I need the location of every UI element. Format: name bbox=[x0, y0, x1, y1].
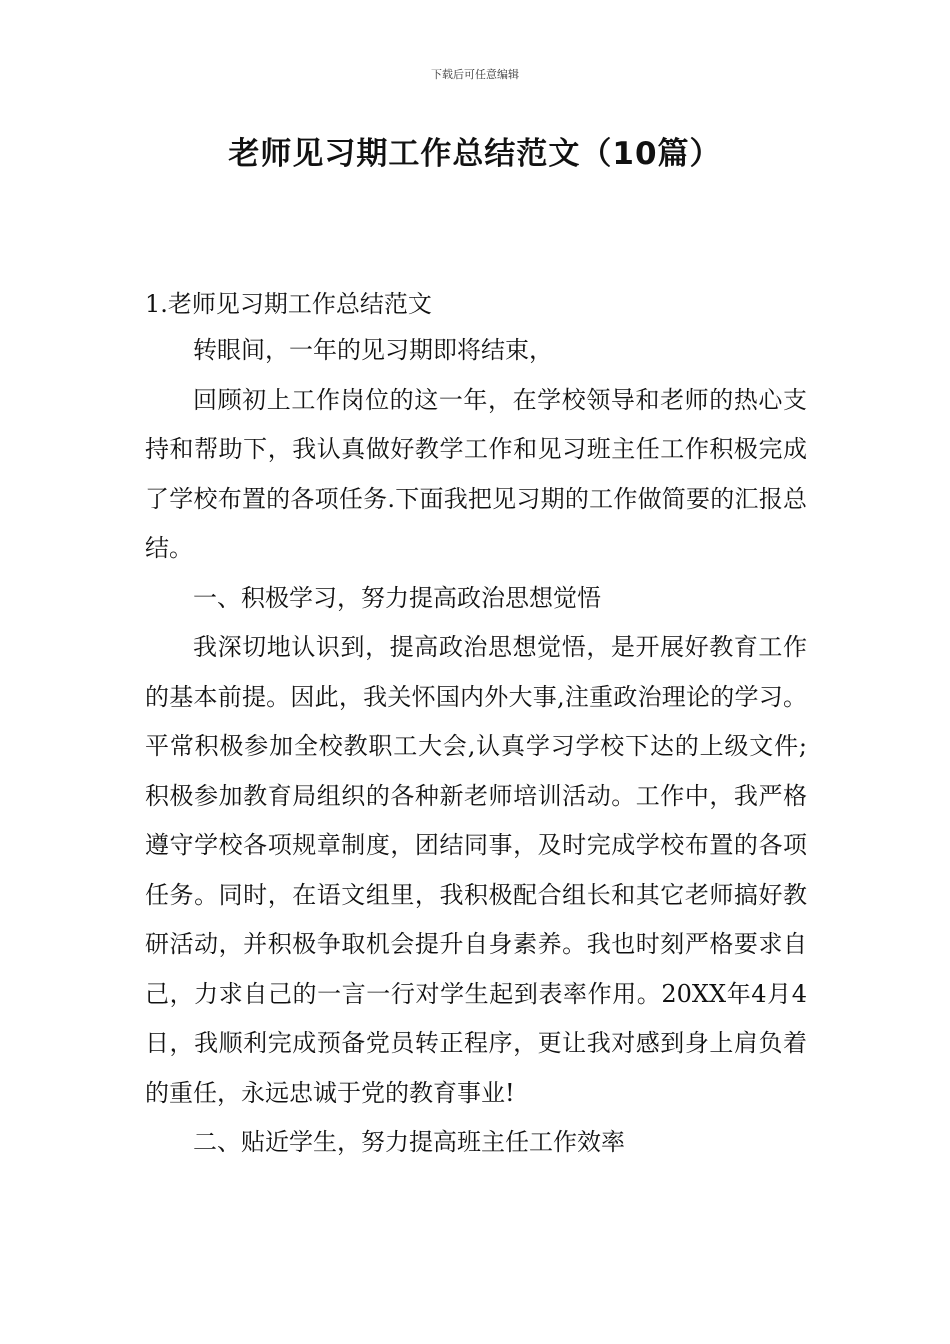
section-heading: 1.老师见习期工作总结范文 bbox=[145, 290, 432, 318]
paragraph-review: 回顾初上工作岗位的这一年，在学校领导和老师的热心支持和帮助下，我认真做好教学工作和见习班主任工作积极完成了学校布置的各项任务.下面我把见习期的工作做简要的汇报总结。 bbox=[145, 385, 807, 562]
paragraph-political-study: 我深切地认识到，提高政治思想觉悟，是开展好教育工作的基本前提。因此，我关怀国内外大事,注重政治理论的学习。平常积极参加全校教职工大会,认真学习学校下达的上级文件;积极参加教育局组织的各种新老师培训活动。工作中，我严格遵守学校各项规章制度，团结同事，及时完成学校布置的各项任务。同时，在语文组里，我积极配合组长和其它老师搞好教研活动，并积极争取机会提升自身素养。我也时刻严格要求自己，力求自己的一言一行对学生起到表率作用。20XX年4月4日，我顺利完成预备党员转正程序，更让我对感到身上肩负着的重任，永远忠诚于党的教育事业! bbox=[145, 633, 807, 1107]
body-text bbox=[145, 326, 807, 1168]
subheading-political-study: 一、积极学习，努力提高政治思想觉悟 bbox=[193, 583, 601, 612]
header-note: 下载后可任意编辑 bbox=[431, 68, 519, 81]
document-title: 老师见习期工作总结范文（10篇） bbox=[228, 136, 722, 172]
subheading-class-teacher: 二、贴近学生，努力提高班主任工作效率 bbox=[193, 1128, 625, 1156]
paragraph-intro: 转眼间，一年的见习期即将结束， bbox=[193, 336, 553, 364]
